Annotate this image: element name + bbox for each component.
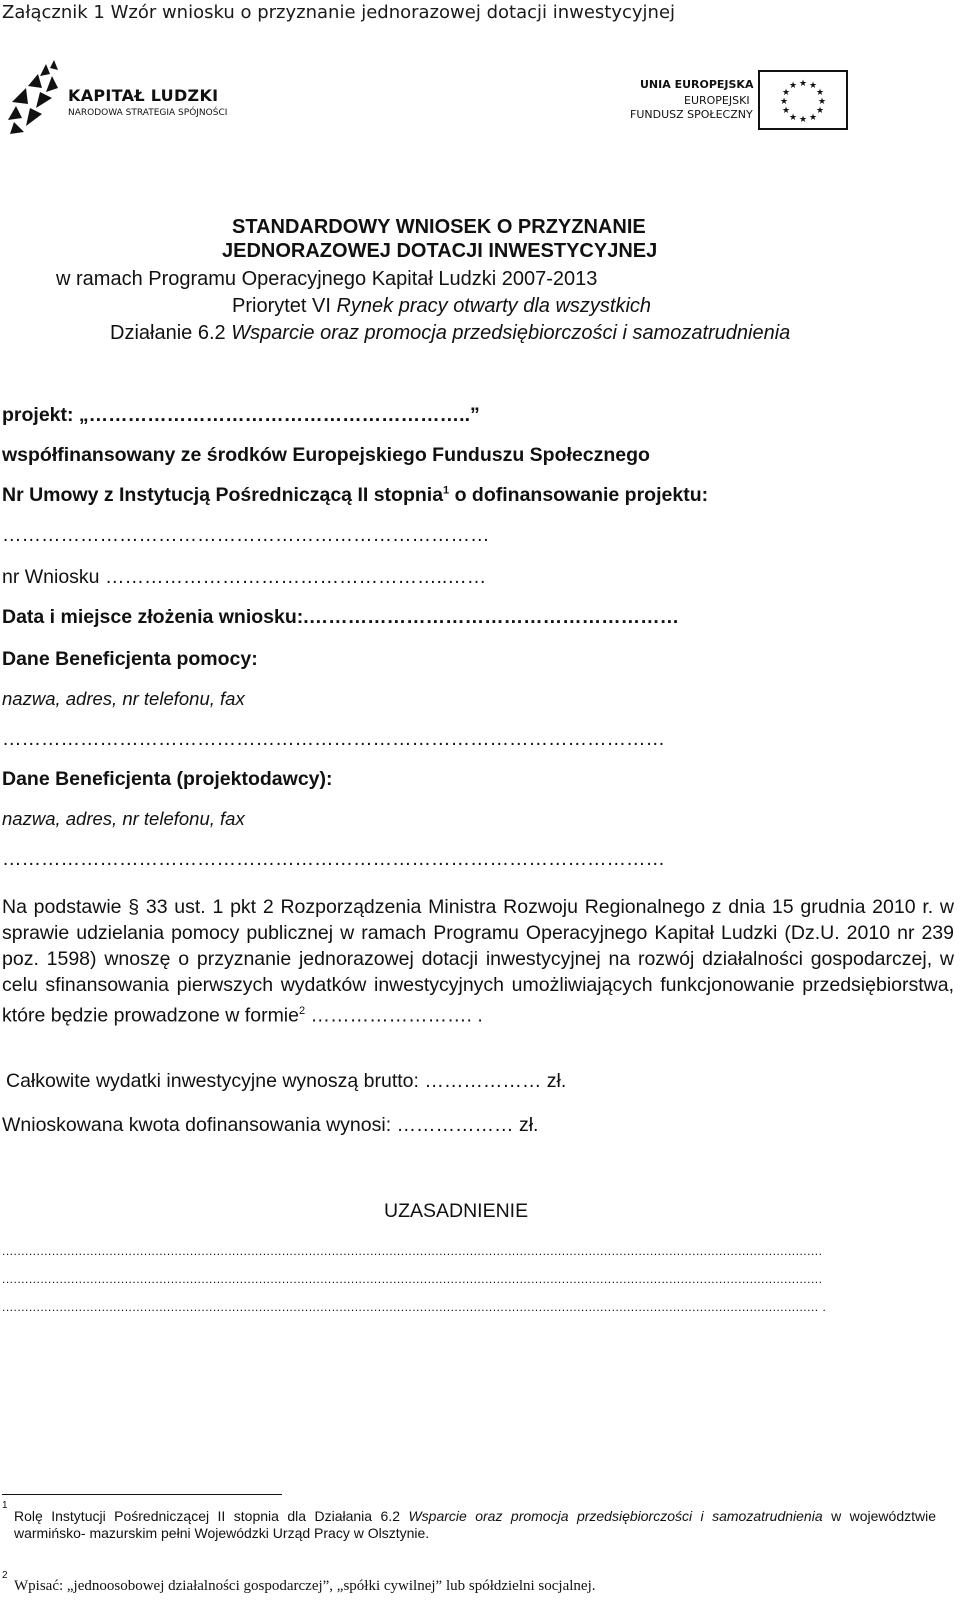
- title-line2: JEDNORAZOWEJ DOTACJI INWESTYCYJNEJ: [222, 240, 658, 262]
- title-line5: Działanie 6.2 Wsparcie oraz promocja przedsiębiorczości i samozatrudnienia: [110, 322, 791, 344]
- svg-text:★: ★: [779, 97, 789, 107]
- svg-text:★: ★: [781, 88, 791, 98]
- eu-flag-icon: [758, 70, 848, 130]
- wnioskowana-kwota-field: Wnioskowana kwota dofinansowania wynosi: ……………… zł.: [2, 1114, 539, 1136]
- footnote-separator: [2, 1494, 282, 1495]
- svg-text:★: ★: [815, 88, 825, 98]
- svg-text:★: ★: [788, 113, 798, 123]
- dane-beneficjenta-projektodawcy-label: Dane Beneficjenta (projektodawcy):: [2, 768, 333, 790]
- nr-umowy-dots: …………………………………………………………………: [2, 524, 490, 546]
- svg-text:★: ★: [788, 81, 798, 91]
- footnote-1-number: 1: [2, 1500, 8, 1511]
- svg-text:★: ★: [781, 106, 791, 116]
- beneficjent-projektodawcy-dots: …………………………………………………………………………………………: [2, 848, 665, 870]
- title-line1: STANDARDOWY WNIOSEK O PRZYZNANIE: [232, 216, 646, 238]
- title-line3: w ramach Programu Operacyjnego Kapitał Ludzki 2007-2013: [56, 268, 598, 290]
- svg-text:★: ★: [798, 115, 808, 125]
- dane-beneficjenta-pomocy-label: Dane Beneficjenta pomocy:: [2, 648, 258, 670]
- nr-wniosku-field: nr Wniosku ……………………………………………..……: [2, 566, 487, 588]
- title-line4: Priorytet VI Rynek pracy otwarty dla wszystkich: [232, 295, 652, 317]
- uzasadnienie-line-3: ..................................................................................................................................................................................................................... .: [2, 1300, 827, 1314]
- attachment-title: Załącznik 1 Wzór wniosku o przyznanie jednorazowej dotacji inwestycyjnej: [2, 2, 676, 23]
- wspolfinansowany-text: współfinansowany ze środków Europejskiego Funduszu Społecznego: [2, 444, 650, 466]
- logo-right-line1: UNIA EUROPEJSKA: [640, 78, 754, 91]
- logo-left-line2: NARODOWA STRATEGIA SPÓJNOŚCI: [68, 108, 228, 118]
- svg-text:★: ★: [808, 113, 818, 123]
- data-miejsce-field: Data i miejsce złożenia wniosku:.…………………………………………………: [2, 606, 680, 628]
- kapital-ludzki-logo: [6, 58, 246, 136]
- logo-right-line3: FUNDUSZ SPOŁECZNY: [630, 108, 753, 121]
- svg-text:★: ★: [815, 106, 825, 116]
- footnote-2: Wpisać: „jednoosobowej działalności gospodarczej”, „spółki cywilnej” lub spółdzielni socjalnej.: [14, 1578, 596, 1594]
- svg-text:★: ★: [817, 97, 827, 107]
- footnote-2-number: 2: [2, 1570, 8, 1581]
- footnote-1: Rolę Instytucji Pośredniczącej II stopnia dla Działania 6.2 Wsparcie oraz promocja przedsiębiorczości i samozatrudnienia w województwie warmińsko- mazurskim pełni Wojewódzki Urząd Pracy w Olsztynie.: [14, 1508, 937, 1541]
- logo-left-line1: KAPITAŁ LUDZKI: [68, 86, 219, 105]
- uzasadnienie-heading: UZASADNIENIE: [384, 1200, 529, 1222]
- calkowite-wydatki-field: Całkowite wydatki inwestycyjne wynoszą brutto: ……………… zł.: [6, 1070, 567, 1092]
- nazwa-adres-hint-2: nazwa, adres, nr telefonu, fax: [2, 808, 245, 829]
- svg-text:★: ★: [798, 79, 808, 89]
- projekt-field: projekt: „…………………………………………………..”: [2, 404, 480, 426]
- beneficjent-pomocy-dots: …………………………………………………………………………………………: [2, 728, 665, 750]
- nazwa-adres-hint-1: nazwa, adres, nr telefonu, fax: [2, 688, 245, 709]
- logo-right-line2: EUROPEJSKI: [684, 94, 750, 107]
- legal-basis-paragraph: Na podstawie § 33 ust. 1 pkt 2 Rozporządzenia Ministra Rozwoju Regionalnego z dnia 15 grudnia 2010 r. w sprawie udzielania pomocy publicznej w ramach Programu Operacyjnego Kapitał Ludzki (Dz.U. 2010 nr 239 poz. 1598) wnoszę o przyznanie jednorazowej dotacji inwestycyjnej na rozwój działalności gospodarczej, w celu sfinansowania pierwszych wydatków inwestycyjnych umożliwiających funkcjonowanie przedsiębiorstwa, które będzie prowadzone w formie$^2$ ……………………. .: [2, 896, 954, 1027]
- uzasadnienie-line-2: ......................................................................................................................................................................................................................: [2, 1272, 823, 1286]
- uzasadnienie-line-1: ......................................................................................................................................................................................................................: [2, 1244, 823, 1258]
- star-emblem-icon: [6, 58, 62, 136]
- eu-efs-logo: [630, 68, 940, 138]
- svg-text:★: ★: [808, 81, 818, 91]
- nr-umowy-label: Nr Umowy z Instytucją Pośredniczącą II stopnia$^1$ o dofinansowanie projektu:: [2, 484, 709, 506]
